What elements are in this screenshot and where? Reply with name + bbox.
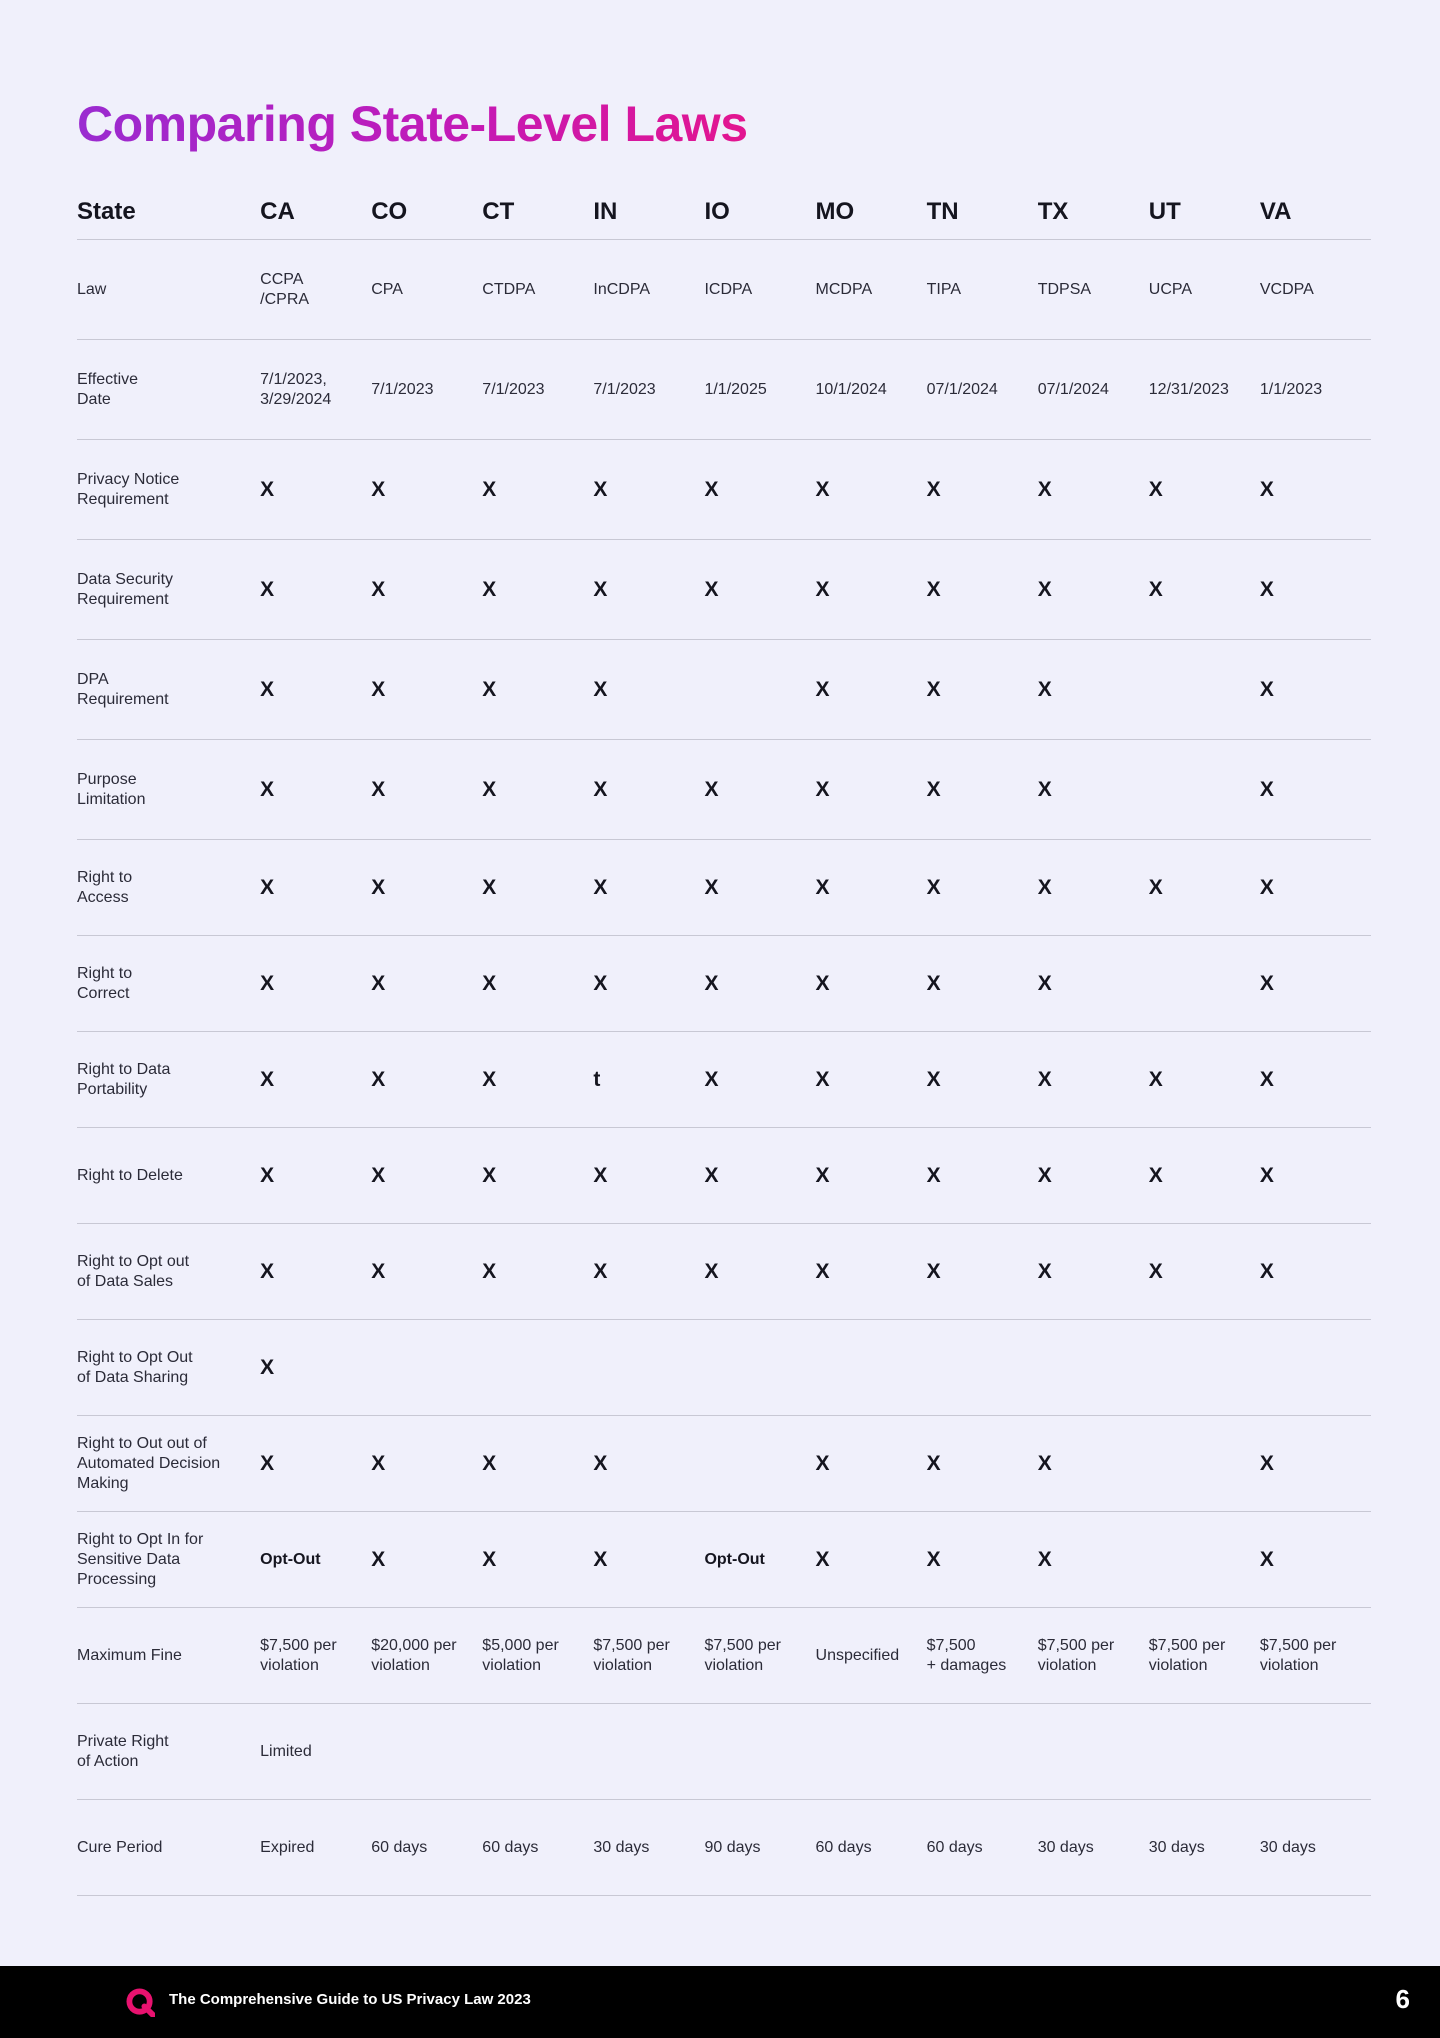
table-cell: X — [593, 936, 704, 1032]
page-title: Comparing State-Level Laws — [77, 92, 748, 156]
table-cell: X — [371, 1416, 482, 1512]
page-number: 6 — [1395, 1984, 1410, 2014]
table-cell — [1149, 1416, 1260, 1512]
table-cell: X — [1149, 840, 1260, 936]
table-cell: Opt-Out — [704, 1512, 815, 1608]
table-cell: 07/1/2024 — [1038, 340, 1149, 440]
table-cell: $7,500 per violation — [1038, 1608, 1149, 1704]
table-cell — [704, 640, 815, 740]
table-cell: X — [704, 1032, 815, 1128]
table-cell: X — [371, 1224, 482, 1320]
table-cell: Expired — [260, 1800, 371, 1896]
table-cell — [593, 1704, 704, 1800]
table-cell — [1149, 640, 1260, 740]
table-cell: X — [1260, 740, 1371, 840]
table-cell: X — [482, 540, 593, 640]
table-cell: UCPA — [1149, 240, 1260, 340]
table-cell: X — [1260, 936, 1371, 1032]
column-header: UT — [1149, 180, 1260, 240]
table-cell: X — [1038, 440, 1149, 540]
table-cell — [927, 1320, 1038, 1416]
table-cell: X — [260, 1416, 371, 1512]
table-row — [77, 1416, 1371, 1512]
table-header-row — [77, 180, 1371, 240]
column-header: IO — [704, 180, 815, 240]
table-body — [77, 240, 1371, 1896]
table-cell: $7,500 per violation — [260, 1608, 371, 1704]
row-label: Right to Out out of Automated Decision Making — [77, 1416, 260, 1512]
table-cell: X — [593, 440, 704, 540]
q-logo-icon — [126, 1988, 155, 2017]
table-cell — [1260, 1320, 1371, 1416]
table-cell: X — [1260, 540, 1371, 640]
table-cell: X — [1038, 1224, 1149, 1320]
column-header: IN — [593, 180, 704, 240]
table-row — [77, 936, 1371, 1032]
column-header: CO — [371, 180, 482, 240]
table-cell: X — [816, 640, 927, 740]
row-label: Cure Period — [77, 1800, 260, 1896]
table-cell — [1149, 936, 1260, 1032]
table-cell: X — [260, 740, 371, 840]
table-cell: X — [593, 1512, 704, 1608]
row-label: Right to Opt out of Data Sales — [77, 1224, 260, 1320]
table-cell: X — [1260, 1416, 1371, 1512]
table-cell: 60 days — [371, 1800, 482, 1896]
table-cell: TDPSA — [1038, 240, 1149, 340]
table-cell — [816, 1320, 927, 1416]
column-header: VA — [1260, 180, 1371, 240]
row-label: Law — [77, 240, 260, 340]
table-cell: X — [1038, 840, 1149, 936]
table-row — [77, 1032, 1371, 1128]
table-cell: Opt-Out — [260, 1512, 371, 1608]
table-cell: 30 days — [593, 1800, 704, 1896]
table-cell — [482, 1704, 593, 1800]
table-row — [77, 840, 1371, 936]
column-header: CT — [482, 180, 593, 240]
table-cell — [1038, 1320, 1149, 1416]
table-cell: X — [260, 840, 371, 936]
table-cell: 90 days — [704, 1800, 815, 1896]
table-cell: X — [482, 840, 593, 936]
table-cell: X — [1149, 1224, 1260, 1320]
table-cell: X — [260, 1320, 371, 1416]
row-label: Maximum Fine — [77, 1608, 260, 1704]
table-cell: X — [1038, 1512, 1149, 1608]
table-row — [77, 1128, 1371, 1224]
table-cell: X — [371, 1512, 482, 1608]
table-cell: X — [482, 640, 593, 740]
table-cell: X — [371, 740, 482, 840]
table-cell: X — [704, 936, 815, 1032]
table-cell: ICDPA — [704, 240, 815, 340]
row-label: Right to Opt In for Sensitive Data Processing — [77, 1512, 260, 1608]
column-header: CA — [260, 180, 371, 240]
table-cell: Unspecified — [816, 1608, 927, 1704]
table-row — [77, 1512, 1371, 1608]
table-row — [77, 1608, 1371, 1704]
table-cell: X — [1260, 1032, 1371, 1128]
table-cell: 30 days — [1038, 1800, 1149, 1896]
table-cell: 7/1/2023 — [371, 340, 482, 440]
table-cell: X — [482, 740, 593, 840]
table-cell — [593, 1320, 704, 1416]
table-cell: Limited — [260, 1704, 371, 1800]
table-cell — [1038, 1704, 1149, 1800]
table-cell: X — [927, 840, 1038, 936]
table-cell: X — [816, 936, 927, 1032]
table-cell: $7,500 per violation — [1260, 1608, 1371, 1704]
table-cell: X — [260, 1128, 371, 1224]
table-cell: X — [1038, 540, 1149, 640]
table-cell: X — [927, 1224, 1038, 1320]
table-cell: X — [371, 1032, 482, 1128]
table-row — [77, 340, 1371, 440]
table-cell: X — [927, 640, 1038, 740]
table-cell: X — [816, 1416, 927, 1512]
table-cell: X — [371, 640, 482, 740]
table-cell — [482, 1320, 593, 1416]
table-cell: X — [1149, 440, 1260, 540]
table-cell: X — [593, 840, 704, 936]
column-header: MO — [816, 180, 927, 240]
table-cell: X — [704, 840, 815, 936]
table-cell: InCDPA — [593, 240, 704, 340]
table-cell: X — [260, 440, 371, 540]
table-cell: 60 days — [816, 1800, 927, 1896]
table-cell: TIPA — [927, 240, 1038, 340]
table-cell: X — [593, 640, 704, 740]
column-header: TX — [1038, 180, 1149, 240]
table-cell: $20,000 per violation — [371, 1608, 482, 1704]
row-label: Effective Date — [77, 340, 260, 440]
table-cell: X — [371, 840, 482, 936]
table-cell — [1149, 740, 1260, 840]
table-cell: 7/1/2023 — [593, 340, 704, 440]
table-cell: X — [1038, 640, 1149, 740]
table-cell — [704, 1320, 815, 1416]
table-cell: X — [260, 540, 371, 640]
column-header: TN — [927, 180, 1038, 240]
table-cell: X — [260, 1224, 371, 1320]
table-cell: X — [927, 740, 1038, 840]
table-cell: X — [927, 440, 1038, 540]
table-cell: 60 days — [927, 1800, 1038, 1896]
table-cell: X — [593, 1416, 704, 1512]
table-cell: X — [260, 1032, 371, 1128]
row-label: Right to Delete — [77, 1128, 260, 1224]
table-cell: X — [482, 1032, 593, 1128]
table-cell: 7/1/2023, 3/29/2024 — [260, 340, 371, 440]
table-cell: X — [1149, 1032, 1260, 1128]
footer-title: The Comprehensive Guide to US Privacy Law 2023 — [169, 1991, 531, 2008]
table-cell: X — [482, 936, 593, 1032]
table-cell — [1260, 1704, 1371, 1800]
table-cell — [927, 1704, 1038, 1800]
table-cell: X — [260, 640, 371, 740]
table-cell: X — [482, 1128, 593, 1224]
table-cell: X — [1260, 1512, 1371, 1608]
table-cell: X — [1149, 540, 1260, 640]
table-cell: X — [816, 1224, 927, 1320]
table-cell: $7,500 per violation — [1149, 1608, 1260, 1704]
table-cell: 10/1/2024 — [816, 340, 927, 440]
table-cell: CPA — [371, 240, 482, 340]
table-cell: X — [593, 1128, 704, 1224]
table-cell: X — [927, 540, 1038, 640]
table-cell: X — [371, 540, 482, 640]
table-cell: MCDPA — [816, 240, 927, 340]
table-cell: X — [593, 1224, 704, 1320]
table-cell: X — [704, 740, 815, 840]
table-cell: X — [482, 1416, 593, 1512]
table-cell: 30 days — [1149, 1800, 1260, 1896]
table-cell — [704, 1704, 815, 1800]
footer — [0, 1966, 1440, 2038]
table-cell: 1/1/2023 — [1260, 340, 1371, 440]
table-cell: X — [1260, 840, 1371, 936]
row-label: Data Security Requirement — [77, 540, 260, 640]
table-cell: 12/31/2023 — [1149, 340, 1260, 440]
table-cell: X — [816, 1032, 927, 1128]
table-cell: X — [816, 1128, 927, 1224]
table-cell: X — [371, 440, 482, 540]
table-cell: X — [1038, 740, 1149, 840]
table-row — [77, 1800, 1371, 1896]
row-label: DPA Requirement — [77, 640, 260, 740]
state-header: State — [77, 180, 260, 240]
row-label: Privacy Notice Requirement — [77, 440, 260, 540]
table-cell: 07/1/2024 — [927, 340, 1038, 440]
table-cell: X — [1038, 1032, 1149, 1128]
row-label: Right to Data Portability — [77, 1032, 260, 1128]
table-row — [77, 640, 1371, 740]
comparison-table — [77, 180, 1371, 1896]
table-cell: X — [927, 1512, 1038, 1608]
table-cell: X — [927, 936, 1038, 1032]
table-cell: X — [816, 840, 927, 936]
table-cell: X — [1038, 1416, 1149, 1512]
table-cell — [1149, 1320, 1260, 1416]
table-cell: X — [1149, 1128, 1260, 1224]
table-row — [77, 1320, 1371, 1416]
table-row — [77, 1704, 1371, 1800]
table-cell — [1149, 1512, 1260, 1608]
table-cell: X — [482, 1512, 593, 1608]
table-cell: X — [816, 540, 927, 640]
table-cell: X — [927, 1128, 1038, 1224]
table-cell — [1149, 1704, 1260, 1800]
row-label: Purpose Limitation — [77, 740, 260, 840]
table-row — [77, 240, 1371, 340]
table-cell: X — [816, 740, 927, 840]
table-cell: $7,500 per violation — [704, 1608, 815, 1704]
table-cell — [704, 1416, 815, 1512]
row-label: Right to Correct — [77, 936, 260, 1032]
table-row — [77, 1224, 1371, 1320]
table-cell: X — [260, 936, 371, 1032]
table-cell: X — [927, 1416, 1038, 1512]
table-row — [77, 540, 1371, 640]
table-cell: X — [927, 1032, 1038, 1128]
table-cell: $5,000 per violation — [482, 1608, 593, 1704]
table-cell — [371, 1704, 482, 1800]
row-label: Right to Access — [77, 840, 260, 936]
table-cell: t — [593, 1032, 704, 1128]
table-cell: X — [1038, 936, 1149, 1032]
table-cell: X — [593, 740, 704, 840]
table-cell: 60 days — [482, 1800, 593, 1896]
table-cell: $7,500 + damages — [927, 1608, 1038, 1704]
table-cell: X — [816, 440, 927, 540]
table-cell: $7,500 per violation — [593, 1608, 704, 1704]
table-cell: 30 days — [1260, 1800, 1371, 1896]
row-label: Right to Opt Out of Data Sharing — [77, 1320, 260, 1416]
table-cell: X — [593, 540, 704, 640]
table-cell: X — [371, 936, 482, 1032]
table-cell: X — [816, 1512, 927, 1608]
table-cell: X — [704, 540, 815, 640]
table-cell: X — [482, 1224, 593, 1320]
table-cell: X — [1260, 440, 1371, 540]
table-cell: X — [1038, 1128, 1149, 1224]
table-cell: VCDPA — [1260, 240, 1371, 340]
row-label: Private Right of Action — [77, 1704, 260, 1800]
table-cell: 7/1/2023 — [482, 340, 593, 440]
table-cell: 1/1/2025 — [704, 340, 815, 440]
table-cell: X — [704, 1128, 815, 1224]
table-cell: X — [1260, 640, 1371, 740]
table-cell — [371, 1320, 482, 1416]
table-cell: X — [1260, 1224, 1371, 1320]
table-cell: X — [704, 440, 815, 540]
table-cell: X — [371, 1128, 482, 1224]
table-row — [77, 440, 1371, 540]
table-row — [77, 740, 1371, 840]
table-cell: X — [482, 440, 593, 540]
table-cell: X — [704, 1224, 815, 1320]
table-cell — [816, 1704, 927, 1800]
table-cell: CCPA /CPRA — [260, 240, 371, 340]
table-cell: CTDPA — [482, 240, 593, 340]
table-cell: X — [1260, 1128, 1371, 1224]
